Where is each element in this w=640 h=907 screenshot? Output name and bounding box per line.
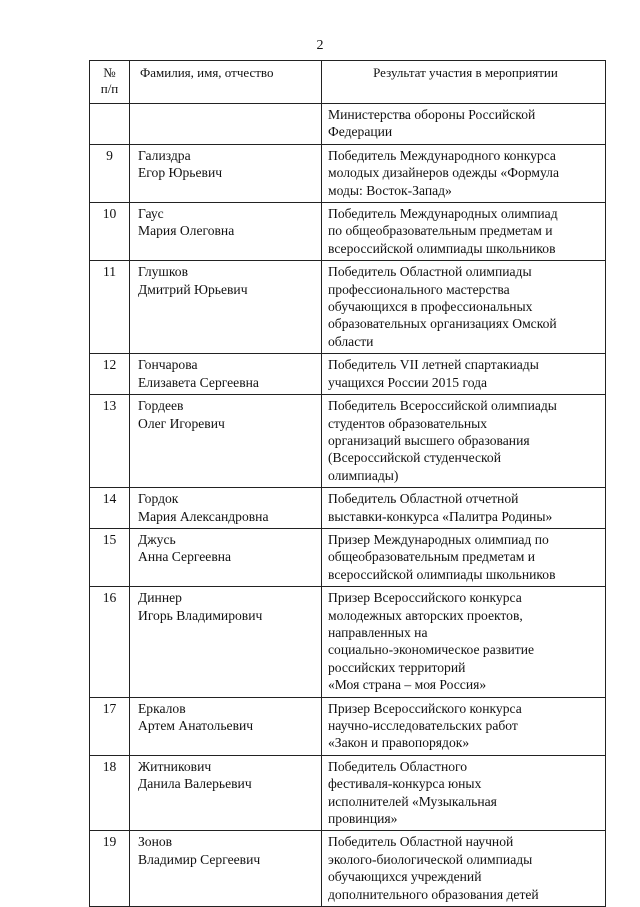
participant-name: Глушков Дмитрий Юрьевич	[130, 261, 322, 354]
participant-name: Гаус Мария Олеговна	[130, 203, 322, 261]
row-number: 18	[90, 755, 130, 831]
page-number: 2	[316, 38, 324, 53]
row-number: 19	[90, 831, 130, 907]
table-row	[90, 144, 606, 202]
row-number: 17	[90, 697, 130, 755]
participation-result: Победитель VII летней спартакиады учащихся России 2015 года	[322, 354, 606, 395]
table-row	[90, 203, 606, 261]
row-number: 16	[90, 587, 130, 697]
row-number	[90, 104, 130, 145]
participation-result: Победитель Областного фестиваля-конкурса юных исполнителей «Музыкальная провинция»	[322, 755, 606, 831]
participation-result: Победитель Областной отчетной выставки-конкурса «Палитра Родины»	[322, 488, 606, 529]
table-row	[90, 697, 606, 755]
participant-name	[130, 104, 322, 145]
row-number: 14	[90, 488, 130, 529]
row-number: 11	[90, 261, 130, 354]
participant-name: Еркалов Артем Анатольевич	[130, 697, 322, 755]
participant-name: Гордок Мария Александровна	[130, 488, 322, 529]
table-row	[90, 395, 606, 488]
participation-result: Победитель Областной олимпиады профессионального мастерства обучающихся в профессиональных образовательных организациях Омской области	[322, 261, 606, 354]
table-row	[90, 587, 606, 697]
participant-name: Зонов Владимир Сергеевич	[130, 831, 322, 907]
table-row	[90, 488, 606, 529]
table-row	[90, 831, 606, 907]
header-num: № п/п	[90, 61, 130, 104]
row-number: 13	[90, 395, 130, 488]
participant-name: Диннер Игорь Владимирович	[130, 587, 322, 697]
participation-result: Призер Всероссийского конкурса молодежных авторских проектов, направленных на социально-экономическое развитие российских территорий «Моя страна – моя Россия»	[322, 587, 606, 697]
header-result: Результат участия в мероприятии	[322, 61, 606, 104]
participation-result: Призер Международных олимпиад по общеобразовательным предметам и всероссийской олимпиады школьников	[322, 528, 606, 586]
participation-result: Победитель Областной научной эколого-биологической олимпиады обучающихся учреждений дополнительного образования детей	[322, 831, 606, 907]
table-row	[90, 528, 606, 586]
table-header-row	[90, 61, 606, 104]
participation-result: Победитель Всероссийской олимпиады студентов образовательных организаций высшего образования (Всероссийской студенческой олимпиады)	[322, 395, 606, 488]
participant-name: Гордеев Олег Игоревич	[130, 395, 322, 488]
row-number: 10	[90, 203, 130, 261]
table-row	[90, 261, 606, 354]
participation-result: Победитель Международных олимпиад по общеобразовательным предметам и всероссийской олимпиады школьников	[322, 203, 606, 261]
table-row	[90, 354, 606, 395]
table-row	[90, 755, 606, 831]
participant-name: Житникович Данила Валерьевич	[130, 755, 322, 831]
participants-table	[89, 60, 606, 907]
row-number: 15	[90, 528, 130, 586]
participant-name: Гализдра Егор Юрьевич	[130, 144, 322, 202]
header-name: Фамилия, имя, отчество	[130, 61, 322, 104]
row-number: 9	[90, 144, 130, 202]
participation-result: Призер Всероссийского конкурса научно-исследовательских работ «Закон и правопорядок»	[322, 697, 606, 755]
table-row	[90, 104, 606, 145]
participant-name: Джусь Анна Сергеевна	[130, 528, 322, 586]
participant-name: Гончарова Елизавета Сергеевна	[130, 354, 322, 395]
participation-result: Министерства обороны Российской Федерации	[322, 104, 606, 145]
participation-result: Победитель Международного конкурса молодых дизайнеров одежды «Формула моды: Восток-Запад»	[322, 144, 606, 202]
row-number: 12	[90, 354, 130, 395]
